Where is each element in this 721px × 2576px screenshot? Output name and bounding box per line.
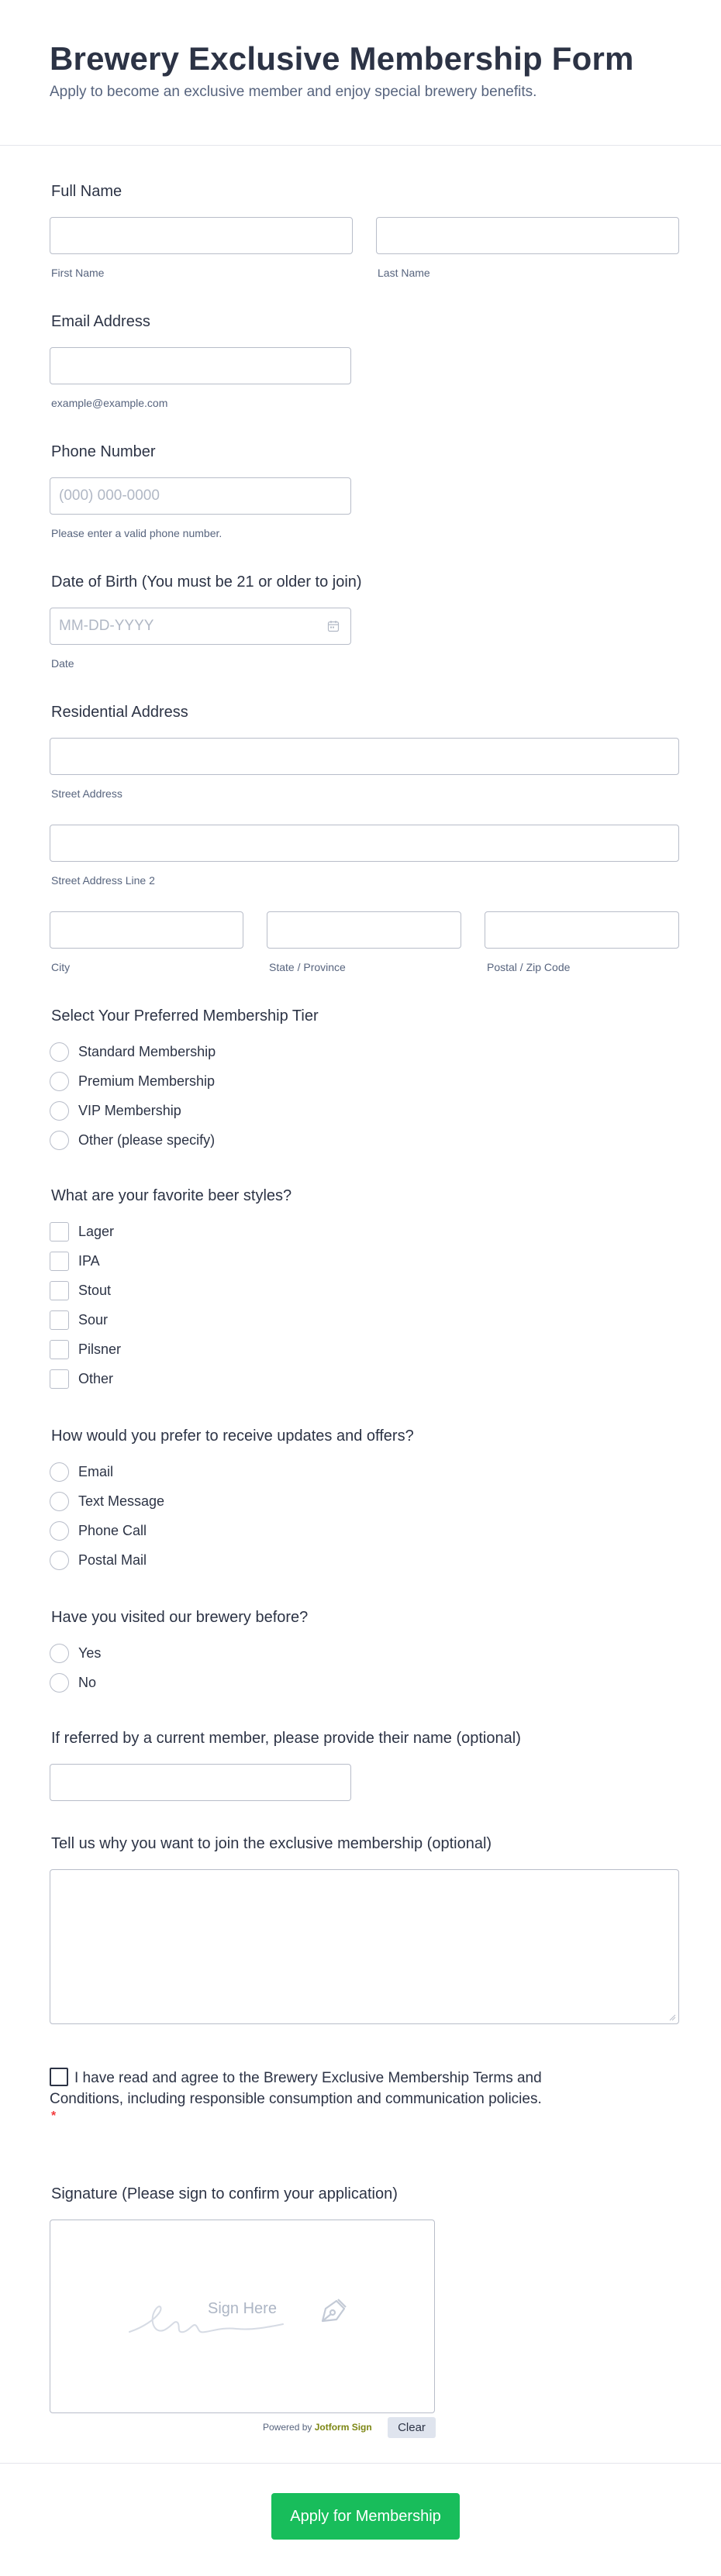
beer-option-other[interactable]: Other bbox=[50, 1367, 113, 1390]
phone-sublabel: Please enter a valid phone number. bbox=[51, 527, 223, 539]
dob-sublabel: Date bbox=[51, 657, 74, 670]
email-input[interactable] bbox=[50, 347, 351, 384]
radio-button[interactable] bbox=[50, 1072, 69, 1091]
phone-input[interactable] bbox=[50, 477, 351, 515]
terms-text: I have read and agree to the Brewery Exclusive Membership Terms and Conditions, including responsible consumption and communication policies. bbox=[50, 2070, 542, 2107]
phone-label: Phone Number bbox=[51, 443, 156, 460]
beer-option-stout[interactable]: Stout bbox=[50, 1279, 111, 1302]
clear-signature-button[interactable]: Clear bbox=[388, 2417, 436, 2438]
radio-button[interactable] bbox=[50, 1492, 69, 1511]
checkbox[interactable] bbox=[50, 1369, 69, 1389]
form-footer bbox=[0, 2463, 721, 2576]
visited-label: Have you visited our brewery before? bbox=[51, 1609, 309, 1626]
visited-option-no[interactable]: No bbox=[50, 1671, 96, 1694]
address-label: Residential Address bbox=[51, 704, 188, 721]
full-name-label: Full Name bbox=[51, 183, 122, 200]
zip-input[interactable] bbox=[485, 911, 679, 949]
form-title: Brewery Exclusive Membership Form bbox=[50, 40, 634, 77]
form-subtitle: Apply to become an exclusive member and enjoy special brewery benefits. bbox=[50, 84, 537, 100]
city-input[interactable] bbox=[50, 911, 243, 949]
last-name-sublabel: Last Name bbox=[378, 267, 430, 279]
beer-option-lager[interactable]: Lager bbox=[50, 1220, 114, 1243]
updates-option-email[interactable]: Email bbox=[50, 1460, 113, 1483]
first-name-input[interactable] bbox=[50, 217, 353, 254]
radio-button[interactable] bbox=[50, 1673, 69, 1693]
tier-option-vip[interactable]: VIP Membership bbox=[50, 1099, 181, 1122]
tier-label: Select Your Preferred Membership Tier bbox=[51, 1007, 319, 1025]
signature-hint: Sign Here bbox=[208, 2300, 277, 2317]
dob-placeholder: MM-DD-YYYY bbox=[59, 618, 154, 634]
state-input[interactable] bbox=[267, 911, 461, 949]
visited-option-yes[interactable]: Yes bbox=[50, 1641, 101, 1665]
updates-option-text[interactable]: Text Message bbox=[50, 1489, 164, 1513]
dob-input[interactable] bbox=[50, 608, 351, 645]
dob-label: Date of Birth (You must be 21 or older to join) bbox=[51, 573, 362, 591]
jotform-sign-brand: Jotform Sign bbox=[314, 2422, 372, 2433]
street-address-line2-sublabel: Street Address Line 2 bbox=[51, 874, 155, 887]
signature-pad[interactable] bbox=[50, 2220, 435, 2413]
street-address-sublabel: Street Address bbox=[51, 787, 122, 800]
checkbox[interactable] bbox=[50, 1222, 69, 1242]
updates-label: How would you prefer to receive updates and offers? bbox=[51, 1427, 414, 1445]
resize-handle-icon[interactable] bbox=[668, 2013, 676, 2021]
radio-button[interactable] bbox=[50, 1644, 69, 1663]
checkbox[interactable] bbox=[50, 1340, 69, 1359]
beer-styles-label: What are your favorite beer styles? bbox=[51, 1187, 292, 1204]
tier-option-premium[interactable]: Premium Membership bbox=[50, 1069, 215, 1093]
required-asterisk: * bbox=[51, 2109, 57, 2123]
first-name-sublabel: First Name bbox=[51, 267, 105, 279]
checkbox[interactable] bbox=[50, 1281, 69, 1300]
terms-consent[interactable] bbox=[50, 2068, 616, 2109]
radio-button[interactable] bbox=[50, 1521, 69, 1541]
updates-option-mail[interactable]: Postal Mail bbox=[50, 1548, 147, 1572]
street-address-input[interactable] bbox=[50, 738, 679, 775]
city-sublabel: City bbox=[51, 961, 71, 973]
calendar-icon[interactable] bbox=[327, 620, 340, 632]
radio-button[interactable] bbox=[50, 1131, 69, 1150]
last-name-input[interactable] bbox=[376, 217, 679, 254]
state-sublabel: State / Province bbox=[269, 961, 346, 973]
radio-button[interactable] bbox=[50, 1042, 69, 1062]
referral-input[interactable] bbox=[50, 1764, 351, 1801]
tier-option-standard[interactable]: Standard Membership bbox=[50, 1040, 216, 1063]
submit-button[interactable]: Apply for Membership bbox=[271, 2493, 460, 2540]
radio-button[interactable] bbox=[50, 1551, 69, 1570]
signature-label: Signature (Please sign to confirm your application) bbox=[51, 2185, 398, 2202]
beer-option-ipa[interactable]: IPA bbox=[50, 1249, 100, 1273]
email-sublabel: example@example.com bbox=[51, 397, 168, 409]
referral-label: If referred by a current member, please provide their name (optional) bbox=[51, 1730, 521, 1747]
beer-option-sour[interactable]: Sour bbox=[50, 1308, 108, 1331]
radio-button[interactable] bbox=[50, 1101, 69, 1121]
zip-sublabel: Postal / Zip Code bbox=[487, 961, 571, 973]
tier-option-other[interactable]: Other (please specify) bbox=[50, 1128, 215, 1152]
beer-option-pilsner[interactable]: Pilsner bbox=[50, 1338, 121, 1361]
reason-textarea[interactable] bbox=[50, 1869, 679, 2024]
terms-checkbox[interactable] bbox=[50, 2068, 68, 2086]
email-label: Email Address bbox=[51, 313, 150, 330]
updates-option-phone[interactable]: Phone Call bbox=[50, 1519, 147, 1542]
street-address-line2-input[interactable] bbox=[50, 825, 679, 862]
powered-by-text: Powered by Jotform Sign bbox=[263, 2422, 372, 2433]
pen-nib-icon bbox=[318, 2295, 350, 2326]
checkbox[interactable] bbox=[50, 1310, 69, 1330]
checkbox[interactable] bbox=[50, 1252, 69, 1271]
form-header bbox=[0, 0, 721, 146]
reason-label: Tell us why you want to join the exclusive membership (optional) bbox=[51, 1835, 492, 1852]
phone-placeholder: (000) 000-0000 bbox=[59, 487, 160, 504]
radio-button[interactable] bbox=[50, 1462, 69, 1482]
